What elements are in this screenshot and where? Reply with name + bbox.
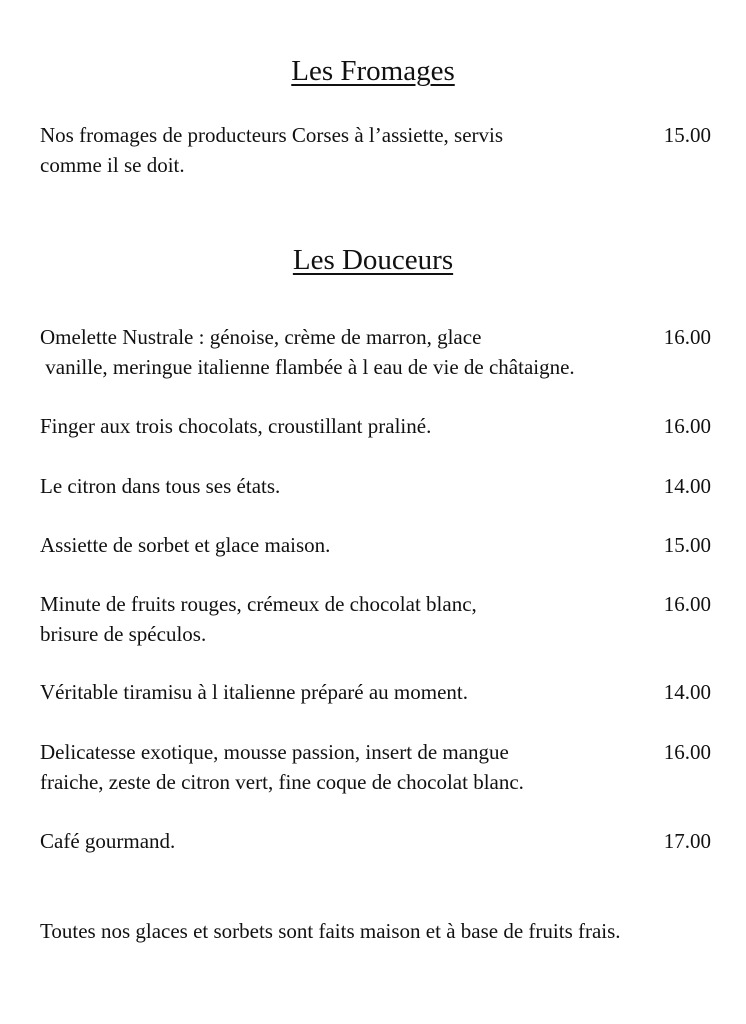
footer-note: Toutes nos glaces et sorbets sont faits maison et à base de fruits frais. <box>40 919 621 943</box>
item-description-line: brisure de spéculos. <box>40 622 207 646</box>
item-price: 14.00 <box>663 474 711 498</box>
item-price: 16.00 <box>663 740 711 764</box>
section-title-douceurs <box>0 243 746 277</box>
item-description-line: Véritable tiramisu à l italienne préparé au moment. <box>40 680 468 704</box>
item-price: 16.00 <box>663 325 711 349</box>
item-description-line: Finger aux trois chocolats, croustillant praliné. <box>40 414 432 438</box>
item-description-line: Le citron dans tous ses états. <box>40 474 281 498</box>
item-description-line: Café gourmand. <box>40 829 176 853</box>
item-description-line: Nos fromages de producteurs Corses à l’assiette, servis <box>40 123 504 147</box>
item-description-line: Minute de fruits rouges, crémeux de chocolat blanc, <box>40 592 477 616</box>
item-description-line: Assiette de sorbet et glace maison. <box>40 533 331 557</box>
item-price: 15.00 <box>663 123 711 147</box>
item-price: 16.00 <box>663 592 711 616</box>
item-description-line: Omelette Nustrale : génoise, crème de marron, glace <box>40 325 482 349</box>
section-title-douceurs-text: Les Douceurs <box>292 244 454 276</box>
item-price: 16.00 <box>663 414 711 438</box>
item-price: 15.00 <box>663 533 711 557</box>
item-description-line: fraiche, zeste de citron vert, fine coque de chocolat blanc. <box>40 770 524 794</box>
item-price: 14.00 <box>663 680 711 704</box>
item-description-line: comme il se doit. <box>40 153 185 177</box>
item-description-line: vanille, meringue italienne flambée à l eau de vie de châtaigne. <box>40 355 575 379</box>
item-price: 17.00 <box>663 829 711 853</box>
section-title-fromages-text: Les Fromages <box>291 55 455 87</box>
item-description-line: Delicatesse exotique, mousse passion, insert de mangue <box>40 740 509 764</box>
section-title-fromages <box>0 54 746 88</box>
